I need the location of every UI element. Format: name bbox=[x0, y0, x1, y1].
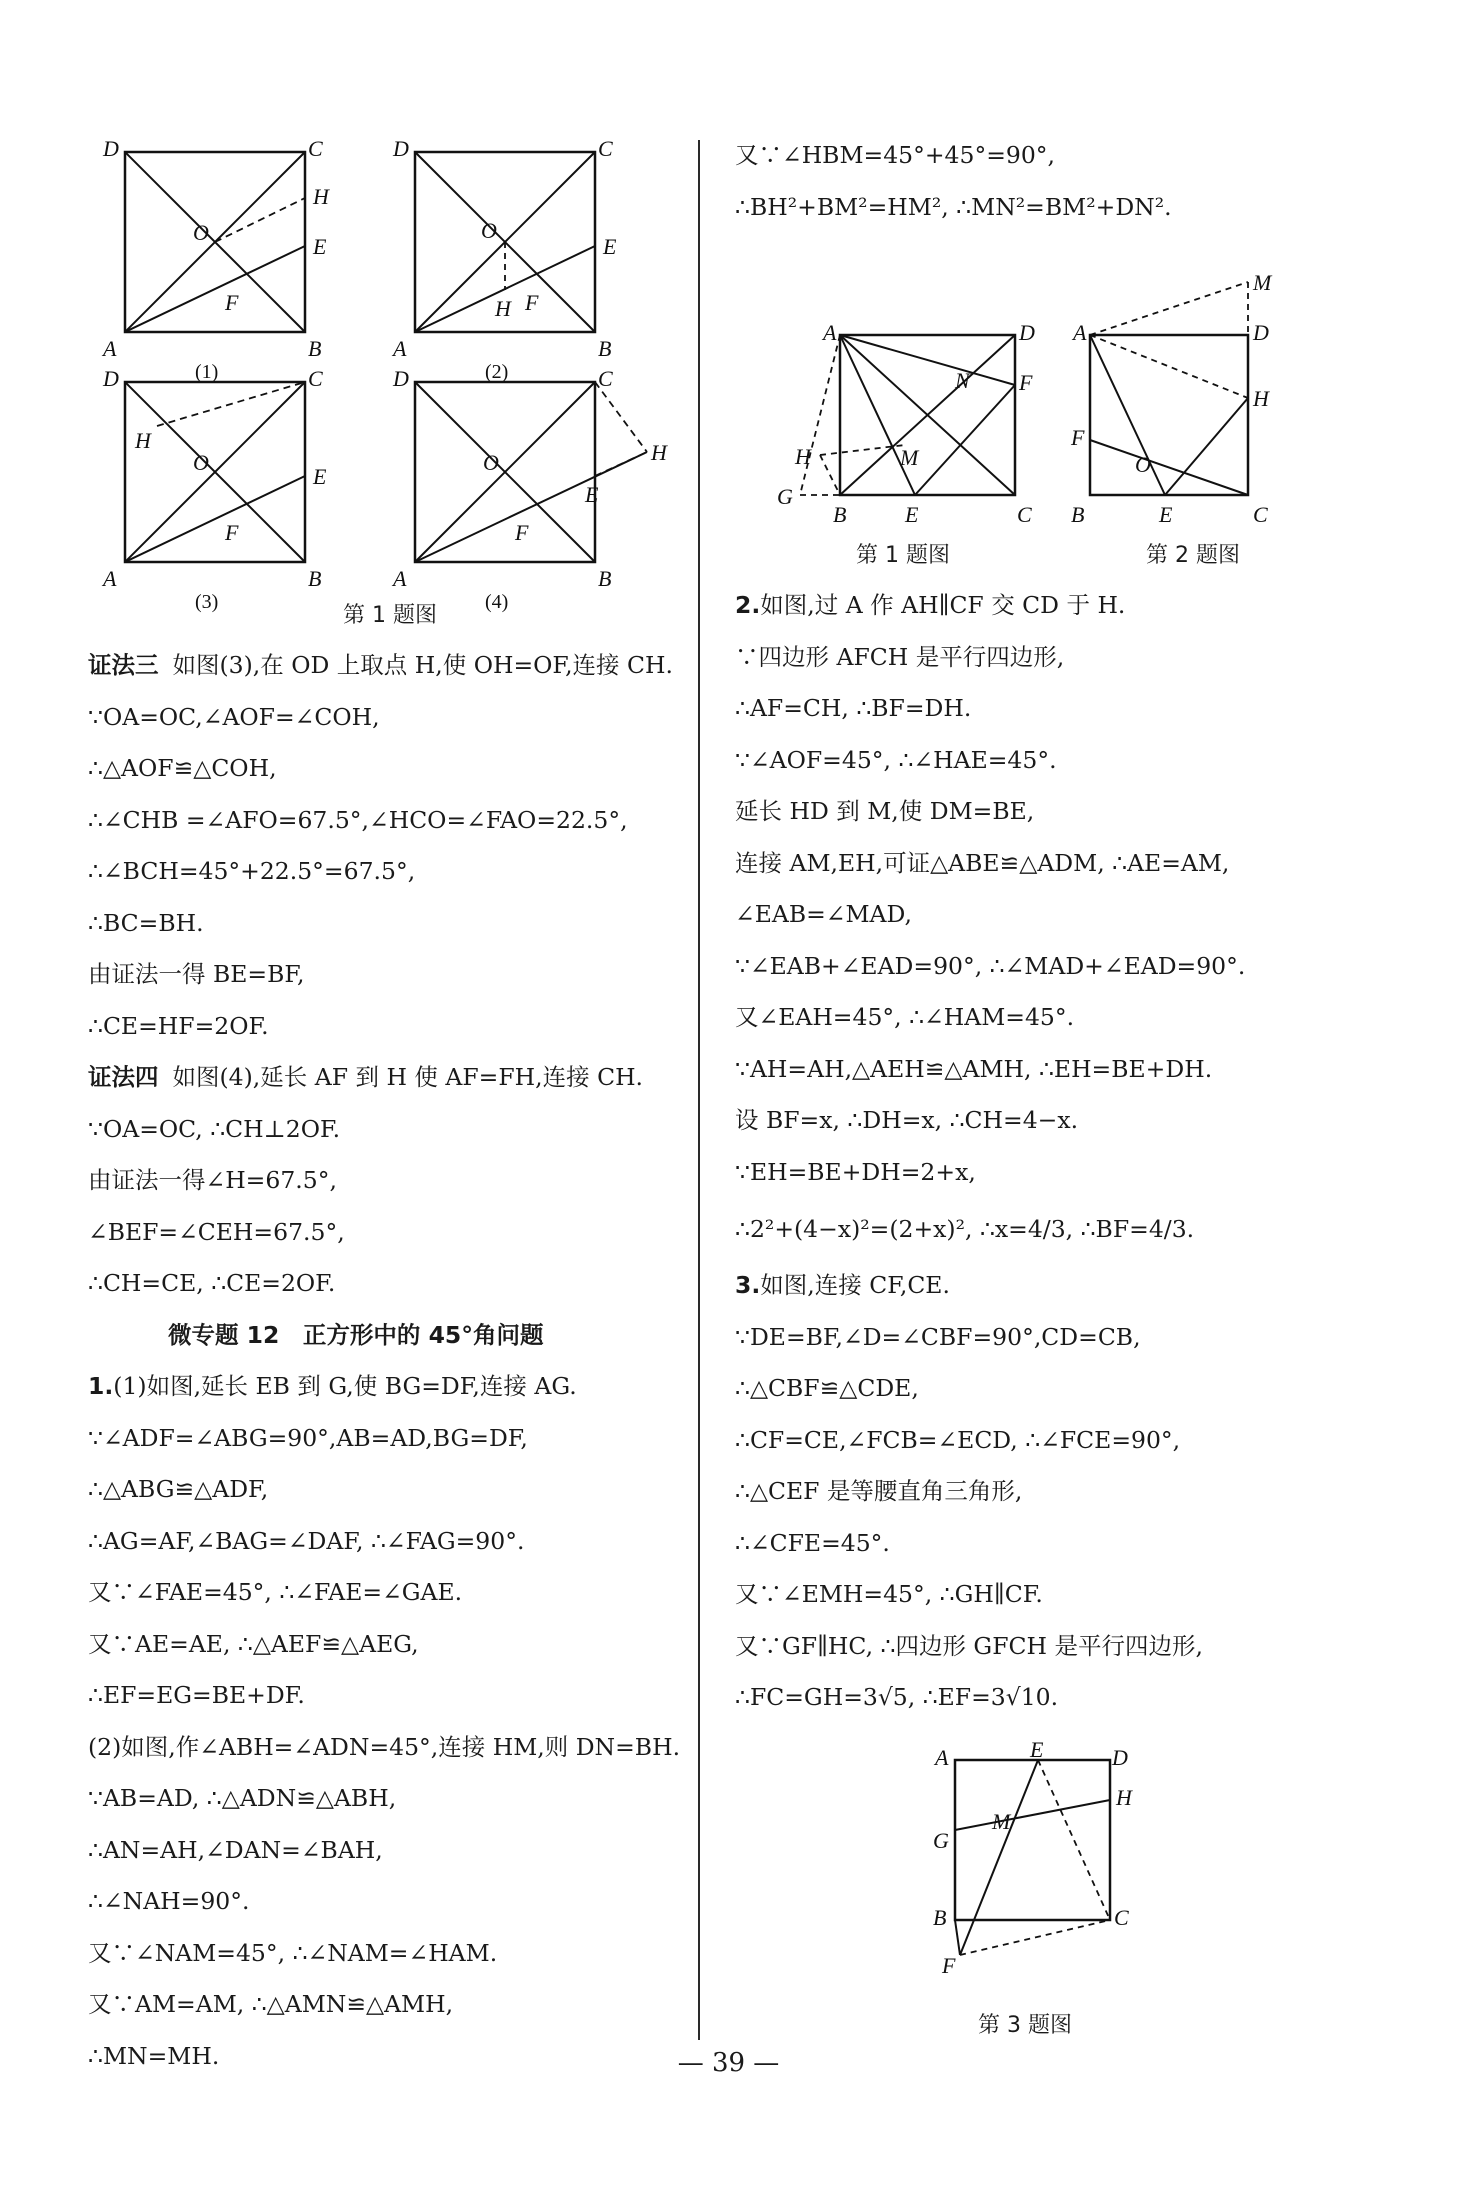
svg-text:M: M bbox=[992, 1809, 1011, 1834]
svg-text:(1): (1) bbox=[195, 361, 219, 383]
svg-text:F: F bbox=[942, 1953, 956, 1978]
svg-text:F: F bbox=[1019, 370, 1033, 395]
svg-text:M: M bbox=[900, 445, 919, 470]
text-line: ∴∠BCH=45°+22.5°=67.5°, bbox=[88, 857, 416, 885]
text-line: 又∵AM=AM, ∴△AMN≌△AMH, bbox=[88, 1990, 454, 2018]
text-line: ∴CF=CE,∠FCB=∠ECD, ∴∠FCE=90°, bbox=[735, 1425, 1181, 1454]
text-line: ∵AB=AD, ∴△ADN≌△ABH, bbox=[88, 1784, 397, 1812]
svg-text:M: M bbox=[1253, 270, 1272, 295]
svg-text:D: D bbox=[103, 136, 119, 161]
svg-text:F: F bbox=[525, 290, 539, 315]
svg-text:B: B bbox=[1071, 502, 1085, 527]
svg-text:H: H bbox=[1253, 386, 1269, 411]
figure-r2 bbox=[1070, 270, 1273, 527]
text-line: ∵AH=AH,△AEH≌△AMH, ∴EH=BE+DH. bbox=[735, 1054, 1213, 1083]
text-line: 又∵∠EMH=45°, ∴GH∥CF. bbox=[735, 1580, 1043, 1608]
proof4-line: 证法四 如图(4),延长 AF 到 H 使 AF=FH,连接 CH. bbox=[88, 1063, 644, 1091]
svg-text:(2): (2) bbox=[485, 361, 509, 383]
svg-text:D: D bbox=[1253, 320, 1269, 345]
svg-text:H: H bbox=[1116, 1785, 1132, 1810]
text-line: 又∵∠NAM=45°, ∴∠NAM=∠HAM. bbox=[88, 1938, 498, 1967]
text-line: 由证法一得∠H=67.5°, bbox=[88, 1166, 337, 1194]
svg-text:A: A bbox=[393, 336, 407, 361]
text-line: 连接 AM,EH,可证△ABE≌△ADM, ∴AE=AM, bbox=[735, 848, 1230, 877]
svg-text:O: O bbox=[481, 218, 497, 243]
text-line: ∵四边形 AFCH 是平行四边形, bbox=[735, 642, 1065, 671]
figure-group-right bbox=[755, 240, 1355, 570]
figure-group-1 bbox=[95, 130, 667, 613]
svg-text:O: O bbox=[193, 450, 209, 475]
text-line: ∴FC=GH=3√5, ∴EF=3√10. bbox=[735, 1683, 1059, 1711]
svg-text:E: E bbox=[313, 464, 327, 489]
text-line: ∴△CEF 是等腰直角三角形, bbox=[735, 1477, 1023, 1505]
text-line: 延长 HD 到 M,使 DM=BE, bbox=[735, 797, 1035, 825]
text-line: ∵EH=BE+DH=2+x, bbox=[735, 1157, 976, 1186]
right-column bbox=[735, 580, 1375, 1724]
svg-text:H: H bbox=[795, 444, 811, 469]
section-title: 微专题 12 正方形中的 45°角问题 bbox=[168, 1320, 544, 1349]
figure-1-4 bbox=[391, 366, 668, 613]
text-line: ∴∠CHB =∠AFO=67.5°,∠HCO=∠FAO=22.5°, bbox=[88, 805, 628, 834]
svg-text:B: B bbox=[598, 566, 612, 591]
svg-text:A: A bbox=[823, 320, 837, 345]
svg-text:B: B bbox=[308, 336, 322, 361]
svg-text:E: E bbox=[585, 482, 599, 507]
column-divider bbox=[698, 140, 700, 2040]
svg-text:A: A bbox=[393, 566, 407, 591]
figure-1-2 bbox=[391, 136, 617, 383]
svg-text:E: E bbox=[313, 234, 327, 259]
text-line: (2)如图,作∠ABH=∠ADN=45°,连接 HM,则 DN=BH. bbox=[88, 1732, 681, 1761]
svg-text:G: G bbox=[933, 1828, 949, 1853]
svg-text:E: E bbox=[1030, 1737, 1044, 1762]
svg-text:A: A bbox=[103, 566, 117, 591]
svg-text:C: C bbox=[598, 366, 613, 391]
text-line: ∵OA=OC,∠AOF=∠COH, bbox=[88, 702, 380, 731]
svg-text:B: B bbox=[833, 502, 847, 527]
text-line: 又∵GF∥HC, ∴四边形 GFCH 是平行四边形, bbox=[735, 1631, 1203, 1660]
svg-text:B: B bbox=[598, 336, 612, 361]
text-line: ∵∠AOF=45°, ∴∠HAE=45°. bbox=[735, 745, 1057, 774]
svg-text:A: A bbox=[935, 1745, 949, 1770]
svg-text:C: C bbox=[1017, 502, 1032, 527]
text-line: 又∵∠HBM=45°+45°=90°, bbox=[735, 141, 1056, 169]
text-line: ∴CH=CE, ∴CE=2OF. bbox=[88, 1269, 336, 1297]
figure-3-caption: 第 3 题图 bbox=[978, 2013, 1072, 2038]
text-line: ∵∠ADF=∠ABG=90°,AB=AD,BG=DF, bbox=[88, 1423, 528, 1452]
text-line: ∴MN=MH. bbox=[88, 2041, 220, 2070]
figure-1-3 bbox=[101, 366, 327, 613]
svg-text:D: D bbox=[393, 136, 409, 161]
svg-text:B: B bbox=[308, 566, 322, 591]
text-line: ∴△CBF≌△CDE, bbox=[735, 1374, 919, 1402]
svg-text:H: H bbox=[495, 296, 511, 321]
svg-text:D: D bbox=[1019, 320, 1035, 345]
svg-text:H: H bbox=[313, 184, 329, 209]
text-line: 又∠EAH=45°, ∴∠HAM=45°. bbox=[735, 1003, 1075, 1031]
text-line: ∵∠EAB+∠EAD=90°, ∴∠MAD+∠EAD=90°. bbox=[735, 951, 1246, 980]
text-line: ∴CE=HF=2OF. bbox=[88, 1011, 269, 1040]
svg-text:A: A bbox=[1073, 320, 1087, 345]
text-line: 设 BF=x, ∴DH=x, ∴CH=4−x. bbox=[735, 1106, 1079, 1134]
problem-2-line: 2.如图,过 A 作 AH∥CF 交 CD 于 H. bbox=[735, 591, 1126, 619]
svg-text:O: O bbox=[193, 220, 209, 245]
text-line: ∠EAB=∠MAD, bbox=[735, 900, 912, 928]
svg-text:N: N bbox=[955, 368, 970, 393]
text-line: ∴△AOF≌△COH, bbox=[88, 754, 277, 782]
figure-r1-caption: 第 1 题图 bbox=[856, 543, 950, 568]
text-line: ∴2²+(4−x)²=(2+x)², ∴x=4/3, ∴BF=4/3. bbox=[735, 1215, 1195, 1243]
figure-1-caption: 第 1 题图 bbox=[343, 603, 437, 628]
svg-text:F: F bbox=[225, 520, 239, 545]
svg-text:H: H bbox=[135, 428, 151, 453]
text-line: ∴∠CFE=45°. bbox=[735, 1528, 890, 1557]
text-line: ∴△ABG≌△ADF, bbox=[88, 1475, 269, 1503]
figure-1-1 bbox=[101, 136, 330, 383]
right-column-top bbox=[735, 130, 1375, 233]
svg-text:E: E bbox=[603, 234, 617, 259]
svg-text:C: C bbox=[308, 366, 323, 391]
text-line: ∴AG=AF,∠BAG=∠DAF, ∴∠FAG=90°. bbox=[88, 1526, 525, 1555]
text-line: ∵OA=OC, ∴CH⊥2OF. bbox=[88, 1114, 341, 1143]
page-number: — 39 — bbox=[677, 2048, 780, 2078]
svg-text:C: C bbox=[598, 136, 613, 161]
problem-1-line: 1.(1)如图,延长 EB 到 G,使 BG=DF,连接 AG. bbox=[88, 1372, 577, 1400]
svg-text:D: D bbox=[103, 366, 119, 391]
figure-3 bbox=[920, 1737, 1140, 1980]
svg-text:O: O bbox=[483, 450, 499, 475]
svg-text:(4): (4) bbox=[485, 591, 509, 613]
text-line: ∴BH²+BM²=HM², ∴MN²=BM²+DN². bbox=[735, 192, 1172, 221]
svg-text:F: F bbox=[1071, 425, 1085, 450]
text-line: 由证法一得 BE=BF, bbox=[88, 960, 305, 988]
text-line: ∴AF=CH, ∴BF=DH. bbox=[735, 694, 972, 722]
svg-text:D: D bbox=[393, 366, 409, 391]
svg-text:A: A bbox=[103, 336, 117, 361]
text-line: ∴EF=EG=BE+DF. bbox=[88, 1681, 305, 1709]
svg-text:O: O bbox=[1135, 452, 1151, 477]
text-line: 又∵∠FAE=45°, ∴∠FAE=∠GAE. bbox=[88, 1578, 463, 1606]
left-column bbox=[88, 640, 688, 2082]
text-line: ∠BEF=∠CEH=67.5°, bbox=[88, 1217, 345, 1246]
svg-text:G: G bbox=[777, 484, 793, 509]
svg-text:(3): (3) bbox=[195, 591, 219, 613]
svg-text:B: B bbox=[933, 1905, 947, 1930]
text-line: ∴AN=AH,∠DAN=∠BAH, bbox=[88, 1835, 383, 1864]
text-line: ∴BC=BH. bbox=[88, 908, 204, 937]
text-line: ∴∠NAH=90°. bbox=[88, 1887, 250, 1915]
svg-text:E: E bbox=[905, 502, 919, 527]
svg-text:C: C bbox=[1253, 502, 1268, 527]
problem-3-line: 3.如图,连接 CF,CE. bbox=[735, 1271, 950, 1299]
svg-text:E: E bbox=[1159, 502, 1173, 527]
svg-text:D: D bbox=[1112, 1745, 1128, 1770]
figure-r1 bbox=[777, 320, 1035, 527]
figure-r2-caption: 第 2 题图 bbox=[1146, 543, 1240, 568]
svg-text:F: F bbox=[515, 520, 529, 545]
text-line: ∵DE=BF,∠D=∠CBF=90°,CD=CB, bbox=[735, 1322, 1141, 1351]
svg-text:C: C bbox=[308, 136, 323, 161]
svg-text:H: H bbox=[651, 440, 667, 465]
text-line: 又∵AE=AE, ∴△AEF≌△AEG, bbox=[88, 1629, 419, 1658]
proof3-line: 证法三 如图(3),在 OD 上取点 H,使 OH=OF,连接 CH. bbox=[88, 651, 673, 679]
svg-text:C: C bbox=[1114, 1905, 1129, 1930]
svg-text:F: F bbox=[225, 290, 239, 315]
